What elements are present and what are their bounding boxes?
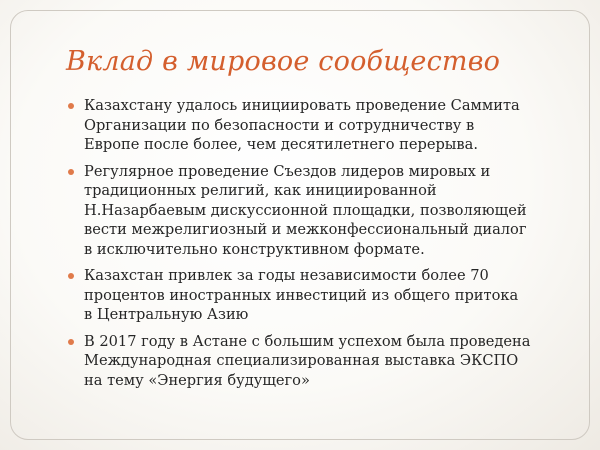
- bullet-dot-icon: [68, 103, 74, 109]
- bullet-text: В 2017 году в Астане с большим успехом была проведена Международная специализированная выставка ЭКСПО на тему «Энергия будущего»: [84, 332, 531, 389]
- bullet-list: [66, 96, 566, 397]
- bullet-text: Казахстан привлек за годы независимости более 70 процентов иностранных инвестиций из общего притока в Центральную Азию: [84, 267, 519, 323]
- bullet-dot-icon: [68, 339, 74, 345]
- bullet-text: Регулярное проведение Съездов лидеров мировых и традиционных религий, как инициированной Н.Назарбаевым дискуссионной площадки, позволяющей вести межрелигиозный и межконфессиональный диалог в исключительно конструктивном формате.: [84, 162, 527, 258]
- bullet-dot-icon: [68, 273, 74, 279]
- bullet-dot-icon: [68, 169, 74, 175]
- slide-title: Вклад в мировое сообщество: [66, 46, 501, 77]
- bullet-item: [66, 96, 566, 155]
- bullet-item: [66, 332, 566, 391]
- bullet-item: [66, 162, 566, 260]
- bullet-text: Казахстану удалось инициировать проведение Саммита Организации по безопасности и сотрудничеству в Европе после более, чем десятилетнего перерыва.: [84, 97, 520, 153]
- bullet-item: [66, 266, 566, 325]
